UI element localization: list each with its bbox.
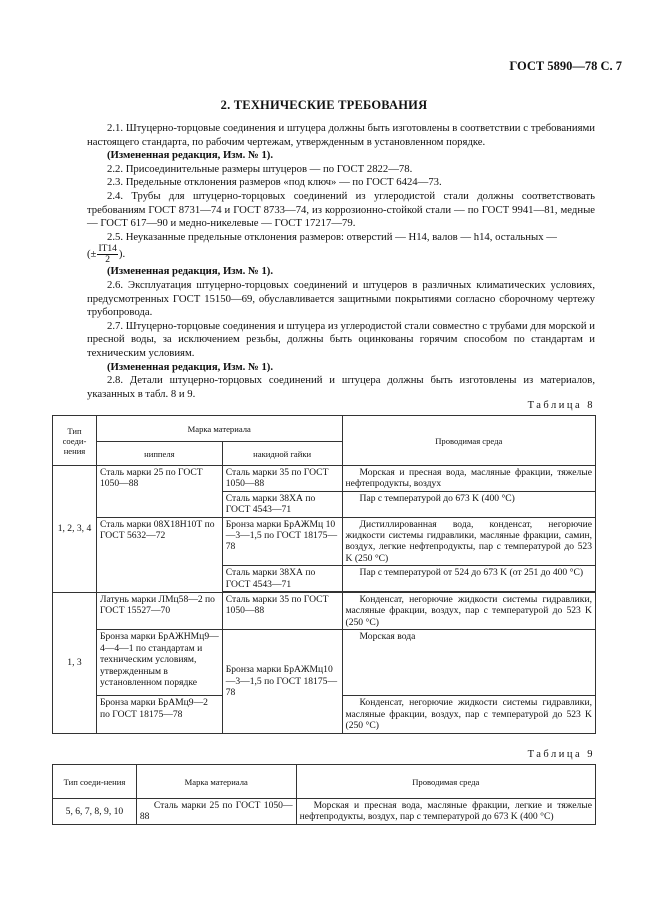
fraction-numerator: IT14 bbox=[98, 244, 117, 255]
table-8-nut-cell: Бронза марки БрАЖМц10—3—1,5 по ГОСТ 18175—78 bbox=[222, 630, 342, 733]
table-8-medium-cell: Морская и пресная вода, масляные фракции, тяжелые нефтепродукты, воздух bbox=[342, 466, 595, 492]
table-8-type-cell: 1, 2, 3, 4 bbox=[53, 466, 97, 593]
table-8-caption: Таблица 8 bbox=[527, 400, 595, 411]
table-8-nut-cell: Сталь марки 38ХА по ГОСТ 4543—71 bbox=[222, 566, 342, 592]
table-8-type-cell: 1, 3 bbox=[53, 593, 97, 733]
revision-note: (Измененная редакция, Изм. № 1). bbox=[107, 265, 274, 278]
table-8 bbox=[52, 415, 596, 734]
table-9-medium-header: Проводимая среда bbox=[296, 765, 595, 799]
table-8-nipple-cell: Бронза марки БрАЖНМц9—4—4—1 по стандартам и техническим условиям, утвержденным в установленном порядке bbox=[96, 630, 222, 696]
table-8-nipple-cell: Латунь марки ЛМц58—2 по ГОСТ 15527—70 bbox=[96, 593, 222, 630]
paragraph-2-8: 2.8. Детали штуцерно-торцовых соединений и штуцера должны быть изготовлены из материалов, указанных в табл. 8 и 9. bbox=[87, 374, 595, 400]
table-8-nut-cell: Сталь марки 38ХА по ГОСТ 4543—71 bbox=[222, 491, 342, 517]
formula-close: ). bbox=[118, 248, 126, 261]
formula-open: (± bbox=[87, 248, 97, 261]
requirements-text bbox=[87, 122, 595, 401]
paragraph-2-1: 2.1. Штуцерно-торцовые соединения и штуцера должны быть изготовлены в соответствии с требованиями настоящего стандарта, по рабочим чертежам, утвержденным в установленном порядке. bbox=[87, 122, 595, 148]
table-8-medium-cell: Дистиллированная вода, конденсат, негорючие жидкости системы гидравлики, масляные фракции, самин, воздух, легкие нефтепродукты, пар с температурой до 523 K (250 °C) bbox=[342, 517, 595, 566]
paragraph-2-7: 2.7. Штуцерно-торцовые соединения и штуцера из углеродистой стали совместно с трубами для морской и пресной воды, за исключением резьбы, должны быть оцинкованы горячим способом по стандартам и техническим условиям. bbox=[87, 319, 595, 359]
paragraph-2-5 bbox=[87, 231, 595, 245]
section-title: 2. ТЕХНИЧЕСКИЕ ТРЕБОВАНИЯ bbox=[220, 98, 428, 112]
table-8-nipple-header: ниппеля bbox=[96, 442, 222, 466]
table-9-type-cell: 5, 6, 7, 8, 9, 10 bbox=[53, 799, 137, 825]
table-8-nut-header: накидной гайки bbox=[222, 442, 342, 466]
table-9 bbox=[52, 764, 596, 825]
table-8-type-header: Тип соеди-нения bbox=[53, 416, 97, 466]
table-9-mark-header: Марка материала bbox=[136, 765, 296, 799]
table-8-nut-cell: Бронза марки БрАЖМц 10—3—1,5 по ГОСТ 18175—78 bbox=[222, 517, 342, 566]
table-8-mark-header: Марка материала bbox=[96, 416, 342, 442]
paragraph-2-2: 2.2. Присоединительные размеры штуцеров — по ГОСТ 2822—78. bbox=[107, 162, 413, 175]
table-8-nipple-cell: Сталь марки 08Х18Н10Т по ГОСТ 5632—72 bbox=[96, 517, 222, 592]
table-8-medium-cell: Морская вода bbox=[342, 630, 595, 696]
revision-note: (Измененная редакция, Изм. № 1). bbox=[107, 360, 274, 373]
table-9-mark-cell: Сталь марки 25 по ГОСТ 1050—88 bbox=[136, 799, 296, 825]
paragraph-2-6: 2.6. Эксплуатация штуцерно-торцовых соединений и штуцеров в различных климатических условиях, предусмотренных ГОСТ 15150—69, обуславливается защитными покрытиями согласно сборочному чертежу трубопровода. bbox=[87, 278, 595, 319]
table-8-medium-cell: Конденсат, негорючие жидкости системы гидравлики, масляные фракции, воздух, пар с температурой до 523 K (250 °C) bbox=[342, 696, 595, 733]
table-8-medium-cell: Пар с температурой от 524 до 673 K (от 251 до 400 °C) bbox=[342, 566, 595, 592]
table-8-nut-cell: Сталь марки 35 по ГОСТ 1050—88 bbox=[222, 593, 342, 630]
table-8-medium-header: Проводимая среда bbox=[342, 416, 595, 466]
paragraph-2-4: 2.4. Трубы для штуцерно-торцовых соединений из углеродистой стали должны соответствовать требованиям ГОСТ 8731—74 и ГОСТ 8733—74, из коррозионно-стойкой стали — по ГОСТ 9941—81, медные — ГОСТ 617—90 и медно-никелевые — ГОСТ 17217—79. bbox=[87, 189, 595, 230]
table-8-nipple-cell: Сталь марки 25 по ГОСТ 1050—88 bbox=[96, 466, 222, 518]
fraction-denominator: 2 bbox=[105, 255, 111, 266]
paragraph-2-5-text: 2.5. Неуказанные предельные отклонения размеров: отверстий — H14, валов — h14, остальных — bbox=[107, 230, 557, 243]
fraction bbox=[97, 244, 117, 265]
page-header: ГОСТ 5890—78 С. 7 bbox=[509, 59, 622, 73]
table-8-nipple-cell: Бронза марки БрАМц9—2 по ГОСТ 18175—78 bbox=[96, 696, 222, 733]
table-9-caption: Таблица 9 bbox=[527, 749, 595, 760]
table-9-medium-cell: Морская и пресная вода, масляные фракции, легкие и тяжелые нефтепродукты, воздух, пар с температурой до 673 K (400 °C) bbox=[296, 799, 595, 825]
table-8-nut-cell: Сталь марки 35 по ГОСТ 1050—88 bbox=[222, 466, 342, 492]
tolerance-formula bbox=[87, 244, 595, 265]
table-8-medium-cell: Конденсат, негорючие жидкости системы гидравлики, масляные фракции, воздух, пар с температурой до 523 K (250 °C) bbox=[342, 593, 595, 630]
table-9-type-header: Тип соеди-нения bbox=[53, 765, 137, 799]
paragraph-2-3: 2.3. Предельные отклонения размеров «под ключ» — по ГОСТ 6424—73. bbox=[107, 176, 442, 189]
table-8-medium-cell: Пар с температурой до 673 K (400 °C) bbox=[342, 491, 595, 517]
revision-note: (Измененная редакция, Изм. № 1). bbox=[107, 149, 274, 162]
